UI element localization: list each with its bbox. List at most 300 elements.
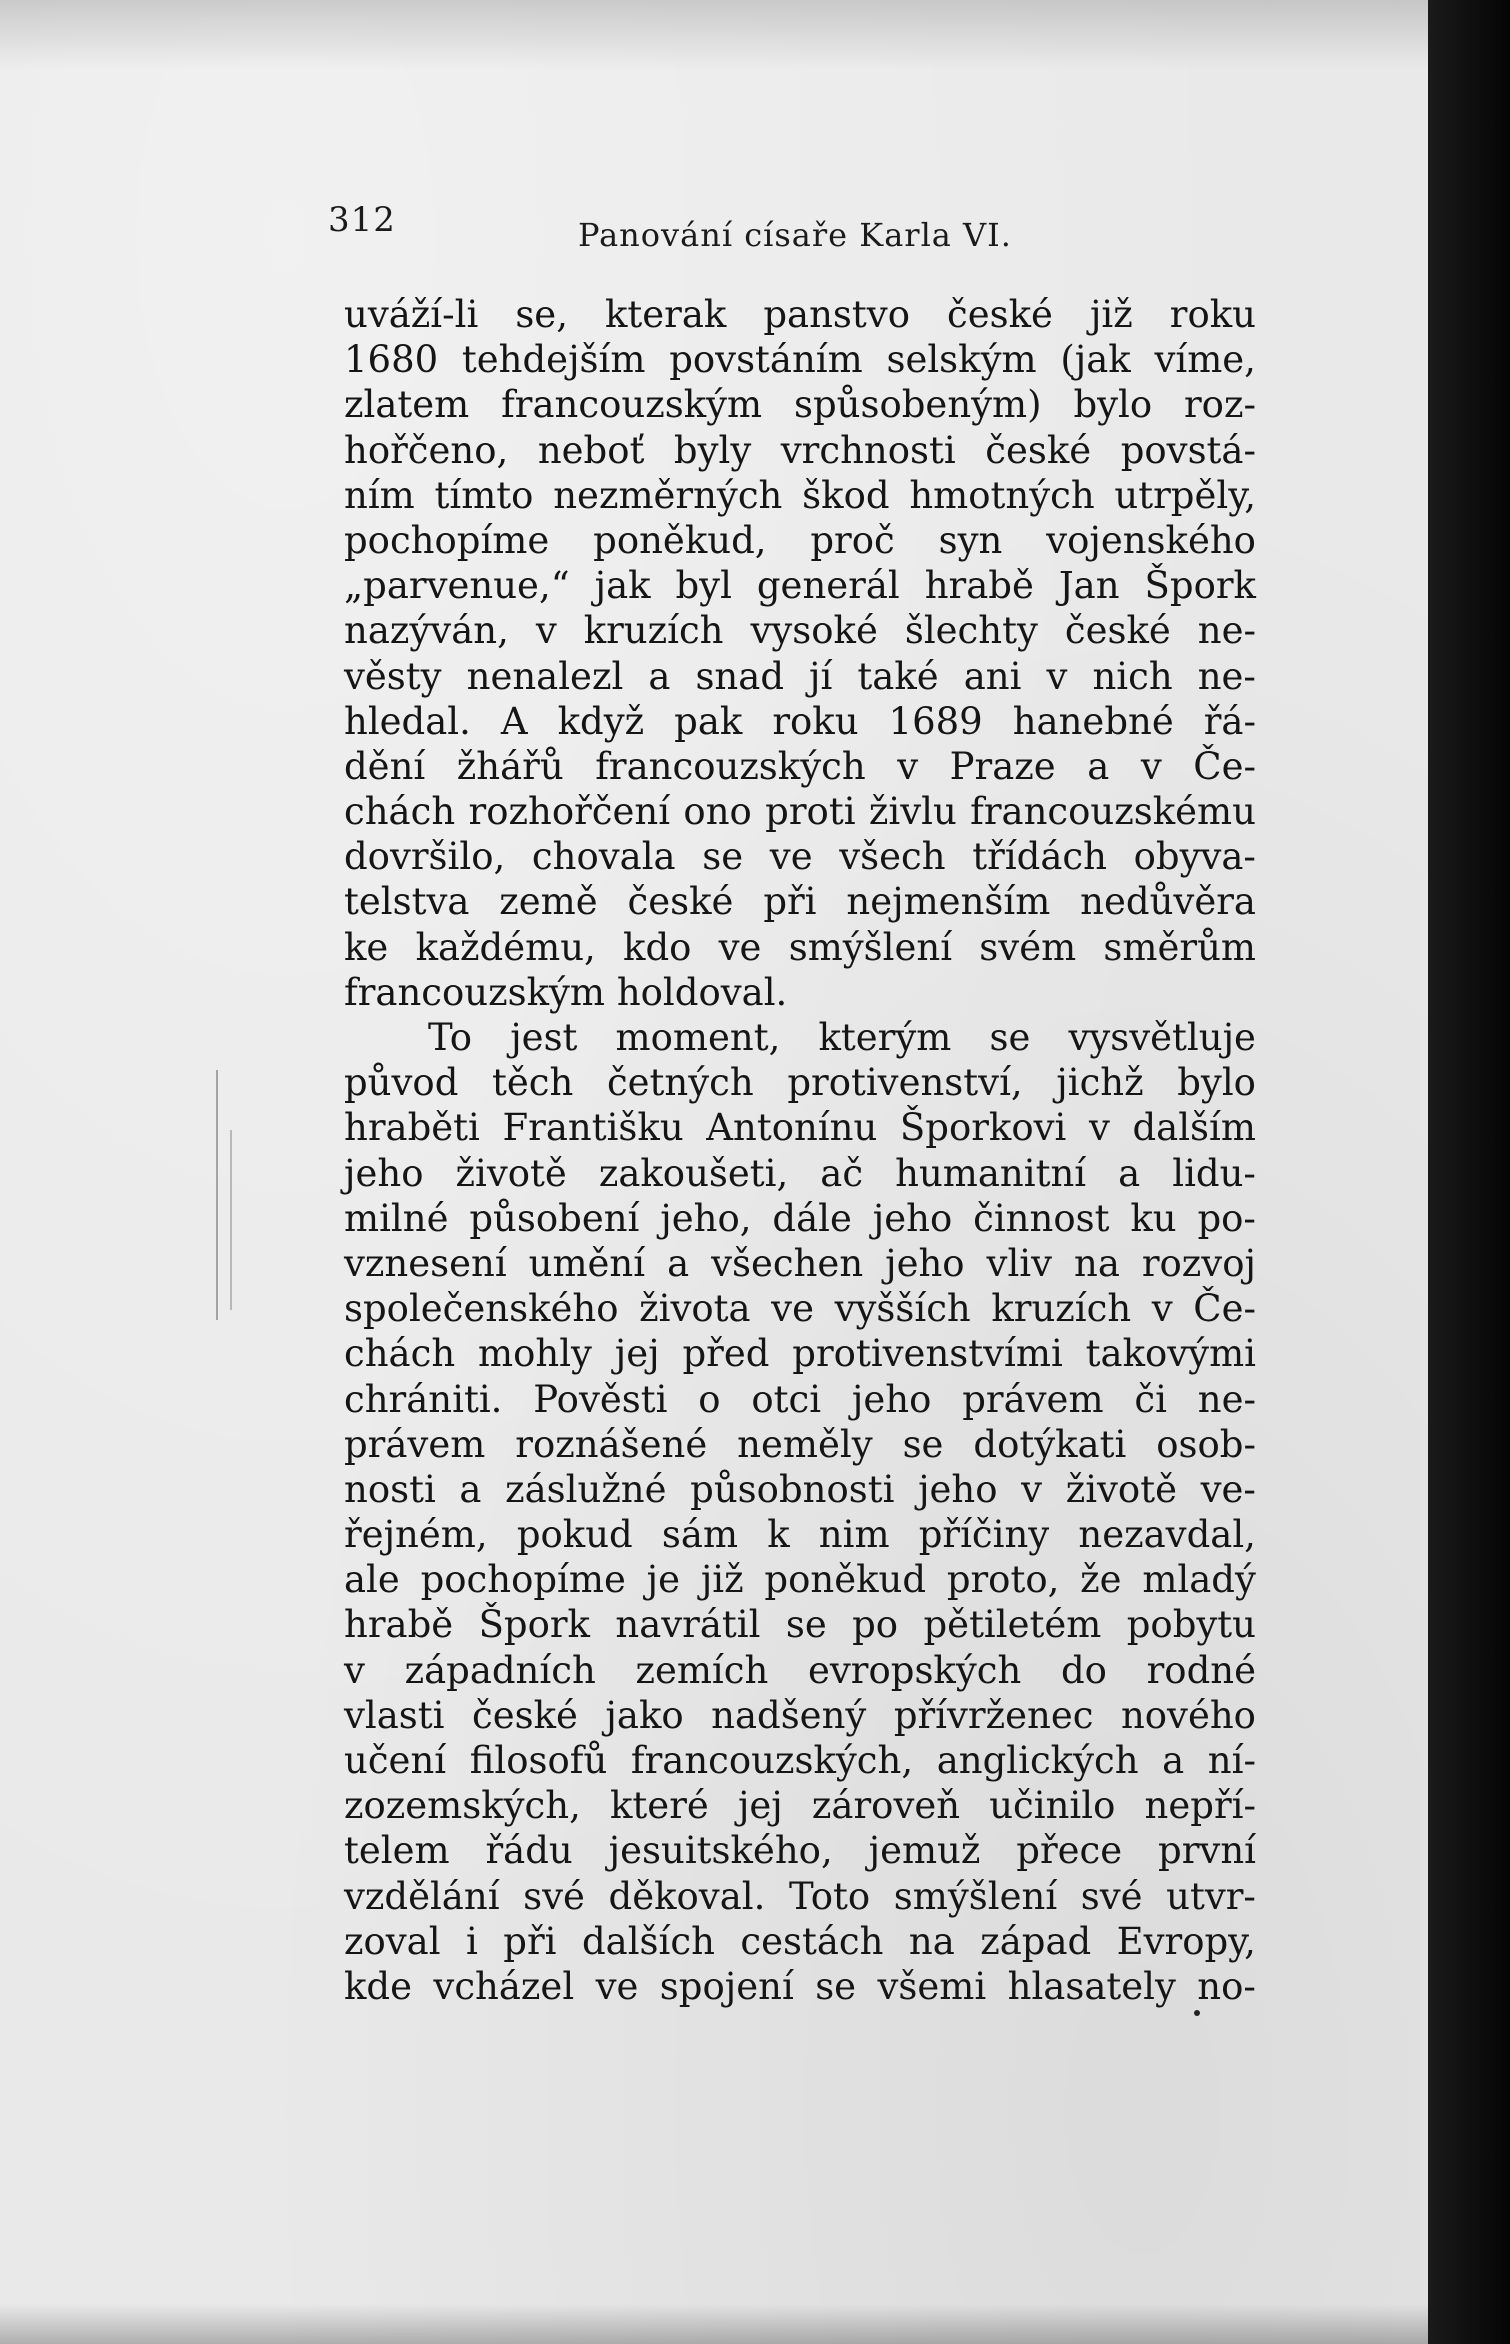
word: nich bbox=[1092, 654, 1173, 698]
word: pětiletém bbox=[923, 1603, 1102, 1647]
word: hanebné bbox=[1012, 699, 1174, 743]
word: západních bbox=[404, 1648, 596, 1692]
word: holdoval. bbox=[616, 970, 788, 1014]
word: společenského bbox=[344, 1287, 619, 1331]
word: chovala bbox=[531, 835, 676, 879]
word: Františku bbox=[502, 1106, 684, 1150]
word: proč bbox=[810, 518, 895, 562]
word: vrchnosti bbox=[780, 428, 956, 472]
word: anglických bbox=[936, 1739, 1139, 1782]
text-line bbox=[344, 1602, 1256, 1647]
word: hraběti bbox=[344, 1106, 480, 1150]
word: milné bbox=[344, 1196, 449, 1240]
word: se bbox=[702, 835, 744, 879]
text-line bbox=[344, 1015, 1256, 1060]
word: vyšších bbox=[834, 1287, 971, 1331]
word: francouzským bbox=[344, 970, 605, 1014]
word: jest bbox=[510, 1016, 578, 1059]
word: zemích bbox=[635, 1648, 769, 1692]
word: zoval bbox=[344, 1919, 441, 1963]
word: nového bbox=[1120, 1693, 1256, 1737]
word: jemuž bbox=[868, 1829, 981, 1873]
word: či bbox=[1134, 1377, 1167, 1421]
word: lidu- bbox=[1172, 1151, 1256, 1195]
word: pochopíme bbox=[420, 1558, 626, 1602]
word: vliv bbox=[986, 1241, 1053, 1285]
word: jeho bbox=[344, 1151, 424, 1195]
word: ke bbox=[344, 925, 389, 969]
word: nazýván, bbox=[344, 609, 509, 653]
word: v bbox=[1140, 744, 1162, 788]
word: jej bbox=[614, 1332, 660, 1376]
word: škod bbox=[802, 473, 890, 517]
word: dalších bbox=[581, 1919, 715, 1963]
word: otci bbox=[751, 1377, 822, 1421]
scan-shadow-bottom bbox=[0, 2304, 1428, 2344]
word: rodné bbox=[1146, 1648, 1256, 1692]
word: pak bbox=[674, 699, 743, 743]
page-number: 312 bbox=[328, 200, 396, 240]
word: poněkud bbox=[764, 1558, 927, 1602]
word: Špork bbox=[478, 1603, 590, 1647]
text-line bbox=[344, 879, 1256, 924]
word: na bbox=[908, 1919, 955, 1963]
text-line bbox=[344, 1196, 1256, 1241]
word: životě bbox=[1065, 1467, 1177, 1511]
word: ní- bbox=[1207, 1739, 1256, 1782]
text-line bbox=[344, 1557, 1256, 1602]
word: bylo bbox=[1073, 383, 1153, 427]
word: selským bbox=[886, 338, 1037, 382]
word: nedůvěra bbox=[1080, 880, 1256, 924]
word: a bbox=[1087, 744, 1110, 788]
word: Če- bbox=[1193, 1287, 1256, 1331]
word: moment, bbox=[615, 1016, 781, 1059]
text-line bbox=[344, 1648, 1256, 1693]
word: zozemských, bbox=[344, 1784, 581, 1828]
word: smýšlení bbox=[788, 925, 953, 969]
word: věsty bbox=[344, 654, 442, 698]
word: před bbox=[682, 1332, 770, 1376]
word: ač bbox=[820, 1151, 864, 1195]
word: české bbox=[471, 1693, 578, 1737]
word: mohly bbox=[478, 1332, 592, 1376]
word: kruzích bbox=[991, 1287, 1132, 1331]
word: v bbox=[535, 609, 557, 653]
word: To bbox=[428, 1016, 473, 1059]
word: po bbox=[852, 1603, 899, 1647]
word: proto, bbox=[946, 1558, 1060, 1602]
word: neměly bbox=[737, 1422, 873, 1466]
word: rozvoj bbox=[1141, 1241, 1256, 1285]
word: na bbox=[1073, 1241, 1120, 1285]
text-line bbox=[344, 1919, 1256, 1964]
word: příčiny bbox=[918, 1513, 1050, 1557]
word: zlatem bbox=[344, 383, 470, 427]
word: nejmenším bbox=[846, 880, 1051, 924]
scan-speck bbox=[1194, 2010, 1200, 2016]
text-line bbox=[344, 382, 1256, 427]
word: cestách bbox=[740, 1919, 884, 1963]
word: spojení bbox=[659, 1964, 794, 2008]
word: po- bbox=[1197, 1196, 1256, 1240]
word: činnost bbox=[973, 1196, 1110, 1240]
word: živlu bbox=[868, 790, 957, 834]
word: působnosti bbox=[690, 1467, 895, 1511]
word: francouzských bbox=[595, 744, 866, 788]
word: Toto bbox=[788, 1874, 871, 1918]
text-line bbox=[344, 292, 1256, 337]
word: již bbox=[1089, 293, 1133, 336]
word: chách bbox=[344, 1332, 456, 1376]
word: telstva bbox=[344, 880, 470, 924]
word: rozhořčení bbox=[468, 790, 671, 834]
word: české bbox=[946, 293, 1053, 336]
word: i bbox=[466, 1919, 478, 1963]
word: v bbox=[1046, 654, 1068, 698]
text-line bbox=[344, 1286, 1256, 1331]
word: francouzskému bbox=[970, 790, 1256, 834]
word: chách bbox=[344, 790, 456, 834]
word: učinilo bbox=[989, 1784, 1116, 1828]
word: původ bbox=[344, 1061, 459, 1105]
word: vojenského bbox=[1046, 518, 1256, 562]
word: hlasately bbox=[1007, 1964, 1176, 2008]
word: směrům bbox=[1103, 925, 1256, 969]
word: utrpěly, bbox=[1114, 473, 1256, 517]
word: všechen bbox=[711, 1241, 864, 1285]
word: kdo bbox=[623, 925, 692, 969]
word: v bbox=[897, 744, 919, 788]
word: české bbox=[627, 880, 734, 924]
word: pokud bbox=[516, 1513, 633, 1557]
body-text bbox=[344, 292, 1256, 2009]
word: nosti bbox=[344, 1467, 436, 1511]
word: do bbox=[1060, 1648, 1107, 1692]
word: dotýkati bbox=[973, 1422, 1127, 1466]
word: četných bbox=[606, 1061, 754, 1105]
word: takovými bbox=[1085, 1332, 1256, 1376]
word: je bbox=[646, 1558, 681, 1602]
text-line bbox=[344, 608, 1256, 653]
word: evropských bbox=[808, 1648, 1022, 1692]
word: vysoké bbox=[750, 609, 878, 653]
word: ve bbox=[595, 1964, 639, 2008]
word: roku bbox=[1169, 293, 1256, 336]
word: vcházel bbox=[433, 1964, 575, 2008]
word: chrániti. bbox=[344, 1377, 503, 1421]
text-line bbox=[344, 1828, 1256, 1873]
word: dovršilo, bbox=[344, 835, 506, 879]
word: a bbox=[459, 1467, 482, 1511]
word: a bbox=[648, 654, 671, 698]
word: také bbox=[857, 654, 939, 698]
word: roznášené bbox=[515, 1422, 708, 1466]
word: v bbox=[1021, 1467, 1043, 1511]
word: jeho bbox=[851, 1377, 932, 1421]
word: a bbox=[667, 1241, 690, 1285]
text-line bbox=[344, 1467, 1256, 1512]
word: telem bbox=[344, 1829, 450, 1873]
scan-mark bbox=[216, 1070, 218, 1320]
word: jej bbox=[737, 1784, 783, 1828]
word: jichž bbox=[1056, 1061, 1144, 1105]
word: zároveň bbox=[811, 1784, 961, 1828]
text-line bbox=[344, 1783, 1256, 1828]
word: vzdělání bbox=[344, 1874, 500, 1918]
word: že bbox=[1080, 1558, 1122, 1602]
text-line bbox=[344, 337, 1256, 382]
word: 1680 bbox=[344, 338, 439, 382]
word: neboť bbox=[537, 428, 645, 472]
text-line bbox=[344, 518, 1256, 563]
word: když bbox=[557, 699, 645, 743]
word: generál bbox=[756, 564, 900, 608]
word: jesuitského, bbox=[608, 1829, 833, 1873]
word: šlechty bbox=[904, 609, 1038, 653]
word: které bbox=[610, 1784, 709, 1828]
word: svém bbox=[979, 925, 1077, 969]
word: nezavdal, bbox=[1078, 1513, 1256, 1557]
word: ne- bbox=[1197, 654, 1256, 698]
word: dění bbox=[344, 744, 426, 788]
word: žhářů bbox=[456, 744, 564, 788]
word: Praze bbox=[949, 744, 1056, 788]
word: děkoval. bbox=[608, 1874, 766, 1918]
word: své bbox=[1080, 1874, 1143, 1918]
word: k bbox=[767, 1513, 790, 1557]
word: francouzských, bbox=[630, 1739, 914, 1782]
word: své bbox=[523, 1874, 585, 1918]
word: ku bbox=[1130, 1196, 1177, 1240]
word: záslužné bbox=[505, 1467, 667, 1511]
word: se, bbox=[515, 293, 568, 336]
word: životě bbox=[455, 1151, 567, 1195]
word: A bbox=[500, 699, 528, 743]
text-line bbox=[344, 1512, 1256, 1557]
text-line bbox=[344, 744, 1256, 789]
word: hořčeno, bbox=[344, 428, 509, 472]
word: sám bbox=[661, 1513, 739, 1557]
text-line bbox=[344, 1241, 1256, 1286]
word: jeho bbox=[872, 1196, 953, 1240]
word: třídách bbox=[972, 835, 1107, 879]
word: ve bbox=[771, 1287, 814, 1331]
text-line bbox=[344, 1874, 1256, 1919]
word: protivenství, bbox=[787, 1061, 1023, 1105]
word: jak bbox=[594, 564, 651, 608]
text-line bbox=[344, 1151, 1256, 1196]
word: jako bbox=[605, 1693, 684, 1737]
word: nezměrných bbox=[553, 473, 783, 517]
word: se bbox=[785, 1603, 827, 1647]
word: panstvo bbox=[763, 293, 910, 336]
word: jeho, bbox=[660, 1196, 752, 1240]
word: proti bbox=[765, 790, 856, 834]
word: no- bbox=[1197, 1964, 1256, 2008]
word: ani bbox=[963, 654, 1022, 698]
word: učení bbox=[344, 1739, 447, 1782]
word: ono bbox=[683, 790, 752, 834]
word: byl bbox=[675, 564, 732, 608]
word: umění bbox=[528, 1241, 646, 1285]
word: vysvětluje bbox=[1068, 1016, 1256, 1059]
word: smýšlení bbox=[893, 1874, 1058, 1918]
word: při bbox=[763, 880, 817, 924]
word: působení bbox=[469, 1196, 640, 1240]
word: tehdejším bbox=[461, 338, 646, 382]
word: nenalezl bbox=[466, 654, 624, 698]
word: nim bbox=[818, 1513, 890, 1557]
text-line bbox=[344, 1693, 1256, 1738]
word: života bbox=[639, 1287, 751, 1331]
word: osob- bbox=[1156, 1422, 1256, 1466]
scan-border bbox=[1428, 0, 1510, 2344]
word: humanitní bbox=[895, 1151, 1087, 1195]
word: spůsobeným) bbox=[793, 383, 1042, 427]
word: právem bbox=[344, 1422, 486, 1466]
word: obyva- bbox=[1133, 835, 1256, 879]
text-line bbox=[344, 789, 1256, 834]
word: víme, bbox=[1154, 338, 1256, 382]
word: Jan bbox=[1058, 564, 1120, 608]
word: roz- bbox=[1184, 383, 1256, 427]
word: protivenstvími bbox=[792, 1332, 1063, 1376]
word: povstáním bbox=[669, 338, 863, 382]
text-line bbox=[344, 1060, 1256, 1105]
word: zakoušeti, bbox=[598, 1151, 789, 1195]
word: a bbox=[1162, 1739, 1185, 1782]
word: ne- bbox=[1197, 1377, 1256, 1421]
word: dále bbox=[772, 1196, 852, 1240]
word: hmotných bbox=[909, 473, 1095, 517]
page-header bbox=[328, 200, 1268, 256]
word: nepří- bbox=[1144, 1784, 1256, 1828]
word: jeho bbox=[918, 1467, 998, 1511]
word: kde bbox=[344, 1964, 413, 2008]
word: země bbox=[499, 880, 598, 924]
text-line bbox=[344, 834, 1256, 879]
word: české bbox=[1064, 609, 1171, 653]
word: ale bbox=[344, 1558, 400, 1602]
word: kterým bbox=[818, 1016, 952, 1059]
word: řá- bbox=[1203, 699, 1256, 743]
scan-shadow-top bbox=[0, 0, 1428, 70]
word: Špork bbox=[1144, 564, 1256, 608]
word: řádu bbox=[485, 1829, 573, 1873]
text-line bbox=[344, 428, 1256, 473]
text-line bbox=[344, 1738, 1256, 1783]
word: vlasti bbox=[344, 1693, 445, 1737]
word: hledal. bbox=[344, 699, 471, 743]
word: uváží-li bbox=[344, 293, 479, 336]
word: bylo bbox=[1177, 1061, 1256, 1105]
word: 1689 bbox=[888, 699, 983, 743]
text-line bbox=[344, 1964, 1256, 2009]
text-line bbox=[344, 970, 1256, 1015]
word: pochopíme bbox=[344, 518, 550, 562]
word: každému, bbox=[415, 925, 596, 969]
word: ne- bbox=[1197, 609, 1256, 653]
word: se bbox=[902, 1422, 944, 1466]
scan-mark bbox=[230, 1130, 232, 1310]
word: ve- bbox=[1200, 1467, 1256, 1511]
text-line bbox=[344, 1105, 1256, 1150]
word: pobytu bbox=[1126, 1603, 1256, 1647]
word: a bbox=[1118, 1151, 1141, 1195]
word: snad bbox=[695, 654, 784, 698]
word: vznesení bbox=[344, 1241, 507, 1285]
word: povstá- bbox=[1120, 428, 1256, 472]
word: se bbox=[989, 1016, 1031, 1059]
word: těch bbox=[492, 1061, 574, 1105]
text-line bbox=[344, 699, 1256, 744]
word: již bbox=[700, 1558, 744, 1602]
text-line bbox=[344, 473, 1256, 518]
word: v bbox=[344, 1648, 365, 1692]
word: filosofů bbox=[469, 1739, 608, 1782]
word: v bbox=[1151, 1287, 1173, 1331]
word: poněkud, bbox=[593, 518, 767, 562]
word: Antonínu bbox=[706, 1106, 878, 1150]
word: Evropy, bbox=[1116, 1919, 1256, 1963]
word: ve bbox=[769, 835, 813, 879]
word: utvr- bbox=[1166, 1874, 1256, 1918]
word: nadšený bbox=[711, 1693, 867, 1737]
word: české bbox=[985, 428, 1092, 472]
word: navrátil bbox=[615, 1603, 761, 1647]
word: hrabě bbox=[924, 564, 1034, 608]
word: ve bbox=[718, 925, 762, 969]
word: byly bbox=[673, 428, 752, 472]
word: o bbox=[698, 1377, 721, 1421]
word: kruzích bbox=[583, 609, 724, 653]
word: přece bbox=[1016, 1829, 1123, 1873]
word: Pověsti bbox=[533, 1377, 668, 1421]
word: právem bbox=[962, 1377, 1104, 1421]
word: francouzským bbox=[501, 383, 763, 427]
text-line bbox=[344, 1422, 1256, 1467]
word: jeho bbox=[885, 1241, 965, 1285]
word: se bbox=[815, 1964, 857, 2008]
word: první bbox=[1158, 1829, 1256, 1873]
word: roku bbox=[772, 699, 859, 743]
word: přívrženec bbox=[893, 1693, 1094, 1737]
word: syn bbox=[938, 518, 1003, 562]
word: kterak bbox=[604, 293, 727, 336]
word: řejném, bbox=[344, 1513, 488, 1557]
word: tímto bbox=[434, 473, 534, 517]
text-line bbox=[344, 925, 1256, 970]
word: všemi bbox=[877, 1964, 987, 2008]
word: Šporkovi bbox=[899, 1106, 1067, 1150]
word: Če- bbox=[1193, 744, 1256, 788]
word: při bbox=[503, 1919, 557, 1963]
text-line bbox=[344, 1377, 1256, 1422]
word: hrabě bbox=[344, 1603, 454, 1647]
word: jí bbox=[809, 654, 833, 698]
text-line bbox=[344, 563, 1256, 608]
word: ním bbox=[344, 473, 415, 517]
word: (jak bbox=[1060, 338, 1131, 382]
running-head: Panování císaře Karla VI. bbox=[578, 216, 1012, 254]
word: všech bbox=[839, 835, 946, 879]
word: západ bbox=[980, 1919, 1092, 1963]
word: „parvenue,“ bbox=[344, 564, 570, 608]
text-line bbox=[344, 1331, 1256, 1376]
text-line bbox=[344, 654, 1256, 699]
word: mladý bbox=[1142, 1558, 1256, 1602]
